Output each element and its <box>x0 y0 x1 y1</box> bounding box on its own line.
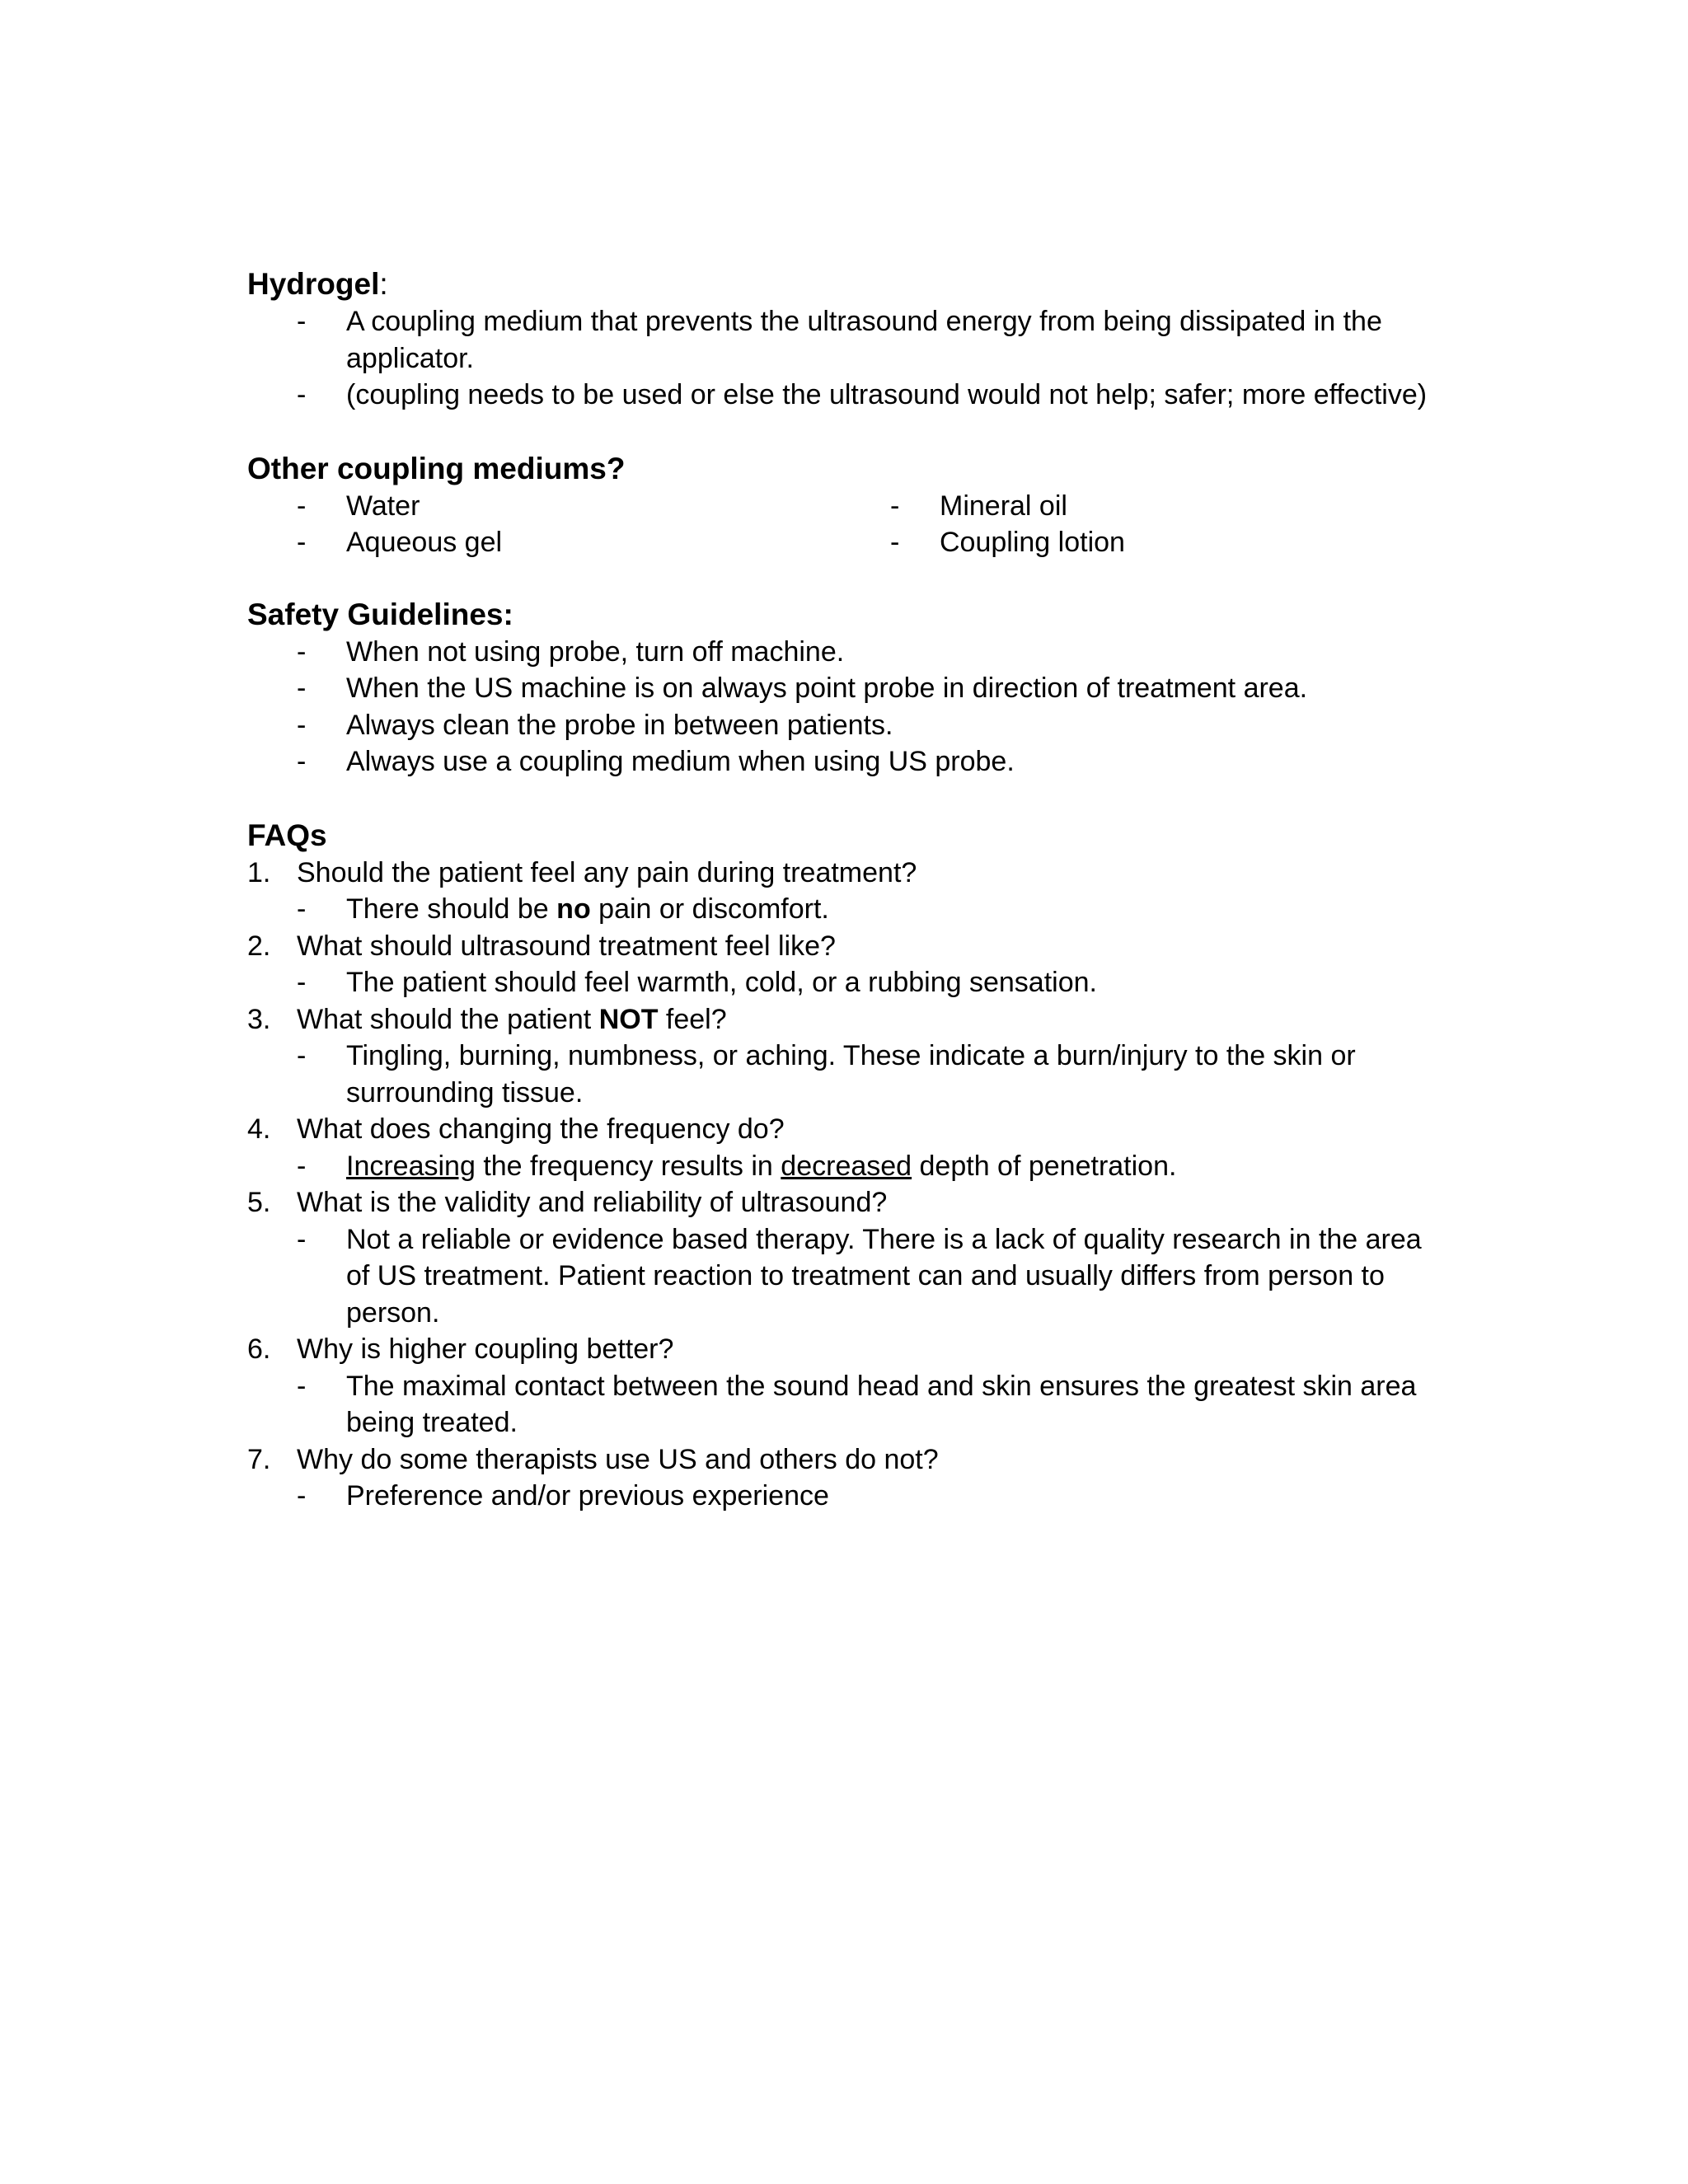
faq-number: 3. <box>247 1003 271 1035</box>
faq-answer-list <box>247 1368 1451 1441</box>
faq-item-5 <box>247 1184 1451 1221</box>
faq-answer-list <box>247 1038 1451 1111</box>
faq-item-7 <box>247 1441 1451 1479</box>
faq-question: What should ultrasound treatment feel like? <box>297 930 836 962</box>
question-text: What should the patient <box>297 1003 599 1035</box>
faq-answer-list <box>247 1221 1451 1332</box>
list-item: - Always clean the probe in between patients. <box>247 707 1451 744</box>
faq-answer-row <box>247 1368 1451 1441</box>
answer-text: the frequency results in <box>475 1150 781 1182</box>
hydrogel-heading <box>247 265 1451 303</box>
faq-answer-row <box>247 1221 1451 1332</box>
faq-answer: - Preference and/or previous experience <box>297 1478 1451 1515</box>
faq-answer-row <box>247 891 1451 928</box>
faq-answer: - Tingling, burning, numbness, or aching. These indicate a burn/injury to the skin or surrounding tissue. <box>297 1038 1451 1111</box>
coupling-section <box>247 450 1451 561</box>
faq-answer-row <box>247 964 1451 1001</box>
list-item: - Coupling lotion <box>890 524 1451 561</box>
document-page <box>247 265 1451 1515</box>
faqs-heading: FAQs <box>247 818 327 852</box>
faq-answer <box>297 1148 1451 1185</box>
list-item: - (coupling needs to be used or else the ultrasound would not help; safer; more effective) <box>247 377 1451 414</box>
faq-list <box>247 855 1451 1515</box>
answer-text: depth of penetration. <box>912 1150 1177 1182</box>
faq-answer <box>297 891 1451 928</box>
list-item: - Mineral oil <box>890 488 1451 525</box>
safety-list <box>247 634 1451 780</box>
faq-question: What does changing the frequency do? <box>297 1113 785 1145</box>
faq-number: 4. <box>247 1113 271 1145</box>
faq-number: 6. <box>247 1333 271 1365</box>
faq-answer-row <box>247 1038 1451 1111</box>
hydrogel-title: Hydrogel <box>247 267 380 301</box>
coupling-heading: Other coupling mediums? <box>247 451 626 485</box>
faq-answer-list <box>247 1478 1451 1515</box>
hydrogel-section <box>247 265 1451 414</box>
coupling-list-left <box>247 488 890 561</box>
faq-answer: - The maximal contact between the sound head and skin ensures the greatest skin area being treated. <box>297 1368 1451 1441</box>
faq-question: What is the validity and reliability of ultrasound? <box>297 1187 888 1218</box>
faq-number: 2. <box>247 930 271 962</box>
faq-item-3 <box>247 1001 1451 1038</box>
coupling-columns <box>247 488 1451 561</box>
faq-answer: - The patient should feel warmth, cold, or a rubbing sensation. <box>297 964 1451 1001</box>
hydrogel-colon: : <box>379 267 388 301</box>
safety-heading: Safety Guidelines: <box>247 597 513 631</box>
faq-answer-list <box>247 1148 1451 1185</box>
faq-question <box>297 1004 727 1035</box>
question-text: feel? <box>658 1003 727 1035</box>
coupling-list-right <box>890 488 1451 561</box>
faq-number: 1. <box>247 856 271 888</box>
answer-text: There should be <box>346 893 557 925</box>
answer-underlined-text: decreased <box>781 1150 912 1182</box>
faq-answer-row <box>247 1478 1451 1515</box>
faq-answer-list <box>247 891 1451 928</box>
faq-question: Why is higher coupling better? <box>297 1333 674 1365</box>
list-item: - When not using probe, turn off machine. <box>247 634 1451 671</box>
faq-question: Why do some therapists use US and others do not? <box>297 1443 939 1475</box>
list-item: - When the US machine is on always point probe in direction of treatment area. <box>247 670 1451 707</box>
faq-number: 5. <box>247 1187 271 1218</box>
faq-item-6 <box>247 1331 1451 1368</box>
faq-answer-list <box>247 964 1451 1001</box>
list-item: - Water <box>247 488 890 525</box>
faq-answer: - Not a reliable or evidence based therapy. There is a lack of quality research in the area of US treatment. Patient reaction to treatment can and usually differs from person to person. <box>297 1221 1451 1332</box>
faq-answer-row <box>247 1148 1451 1185</box>
answer-text: pain or discomfort. <box>590 893 829 925</box>
faq-item-4 <box>247 1111 1451 1148</box>
list-item: - Aqueous gel <box>247 524 890 561</box>
hydrogel-list <box>247 303 1451 414</box>
answer-bold-text: no <box>556 893 591 925</box>
faq-question: Should the patient feel any pain during treatment? <box>297 856 917 888</box>
safety-section <box>247 596 1451 780</box>
answer-underlined-text: Increasing <box>346 1150 476 1182</box>
list-item: - A coupling medium that prevents the ultrasound energy from being dissipated in the applicator. <box>247 303 1451 377</box>
faqs-section <box>247 817 1451 1515</box>
faq-item-2 <box>247 928 1451 965</box>
question-bold-text: NOT <box>598 1003 659 1035</box>
faq-item-1 <box>247 855 1451 892</box>
list-item: - Always use a coupling medium when using US probe. <box>247 743 1451 780</box>
faq-number: 7. <box>247 1443 271 1475</box>
